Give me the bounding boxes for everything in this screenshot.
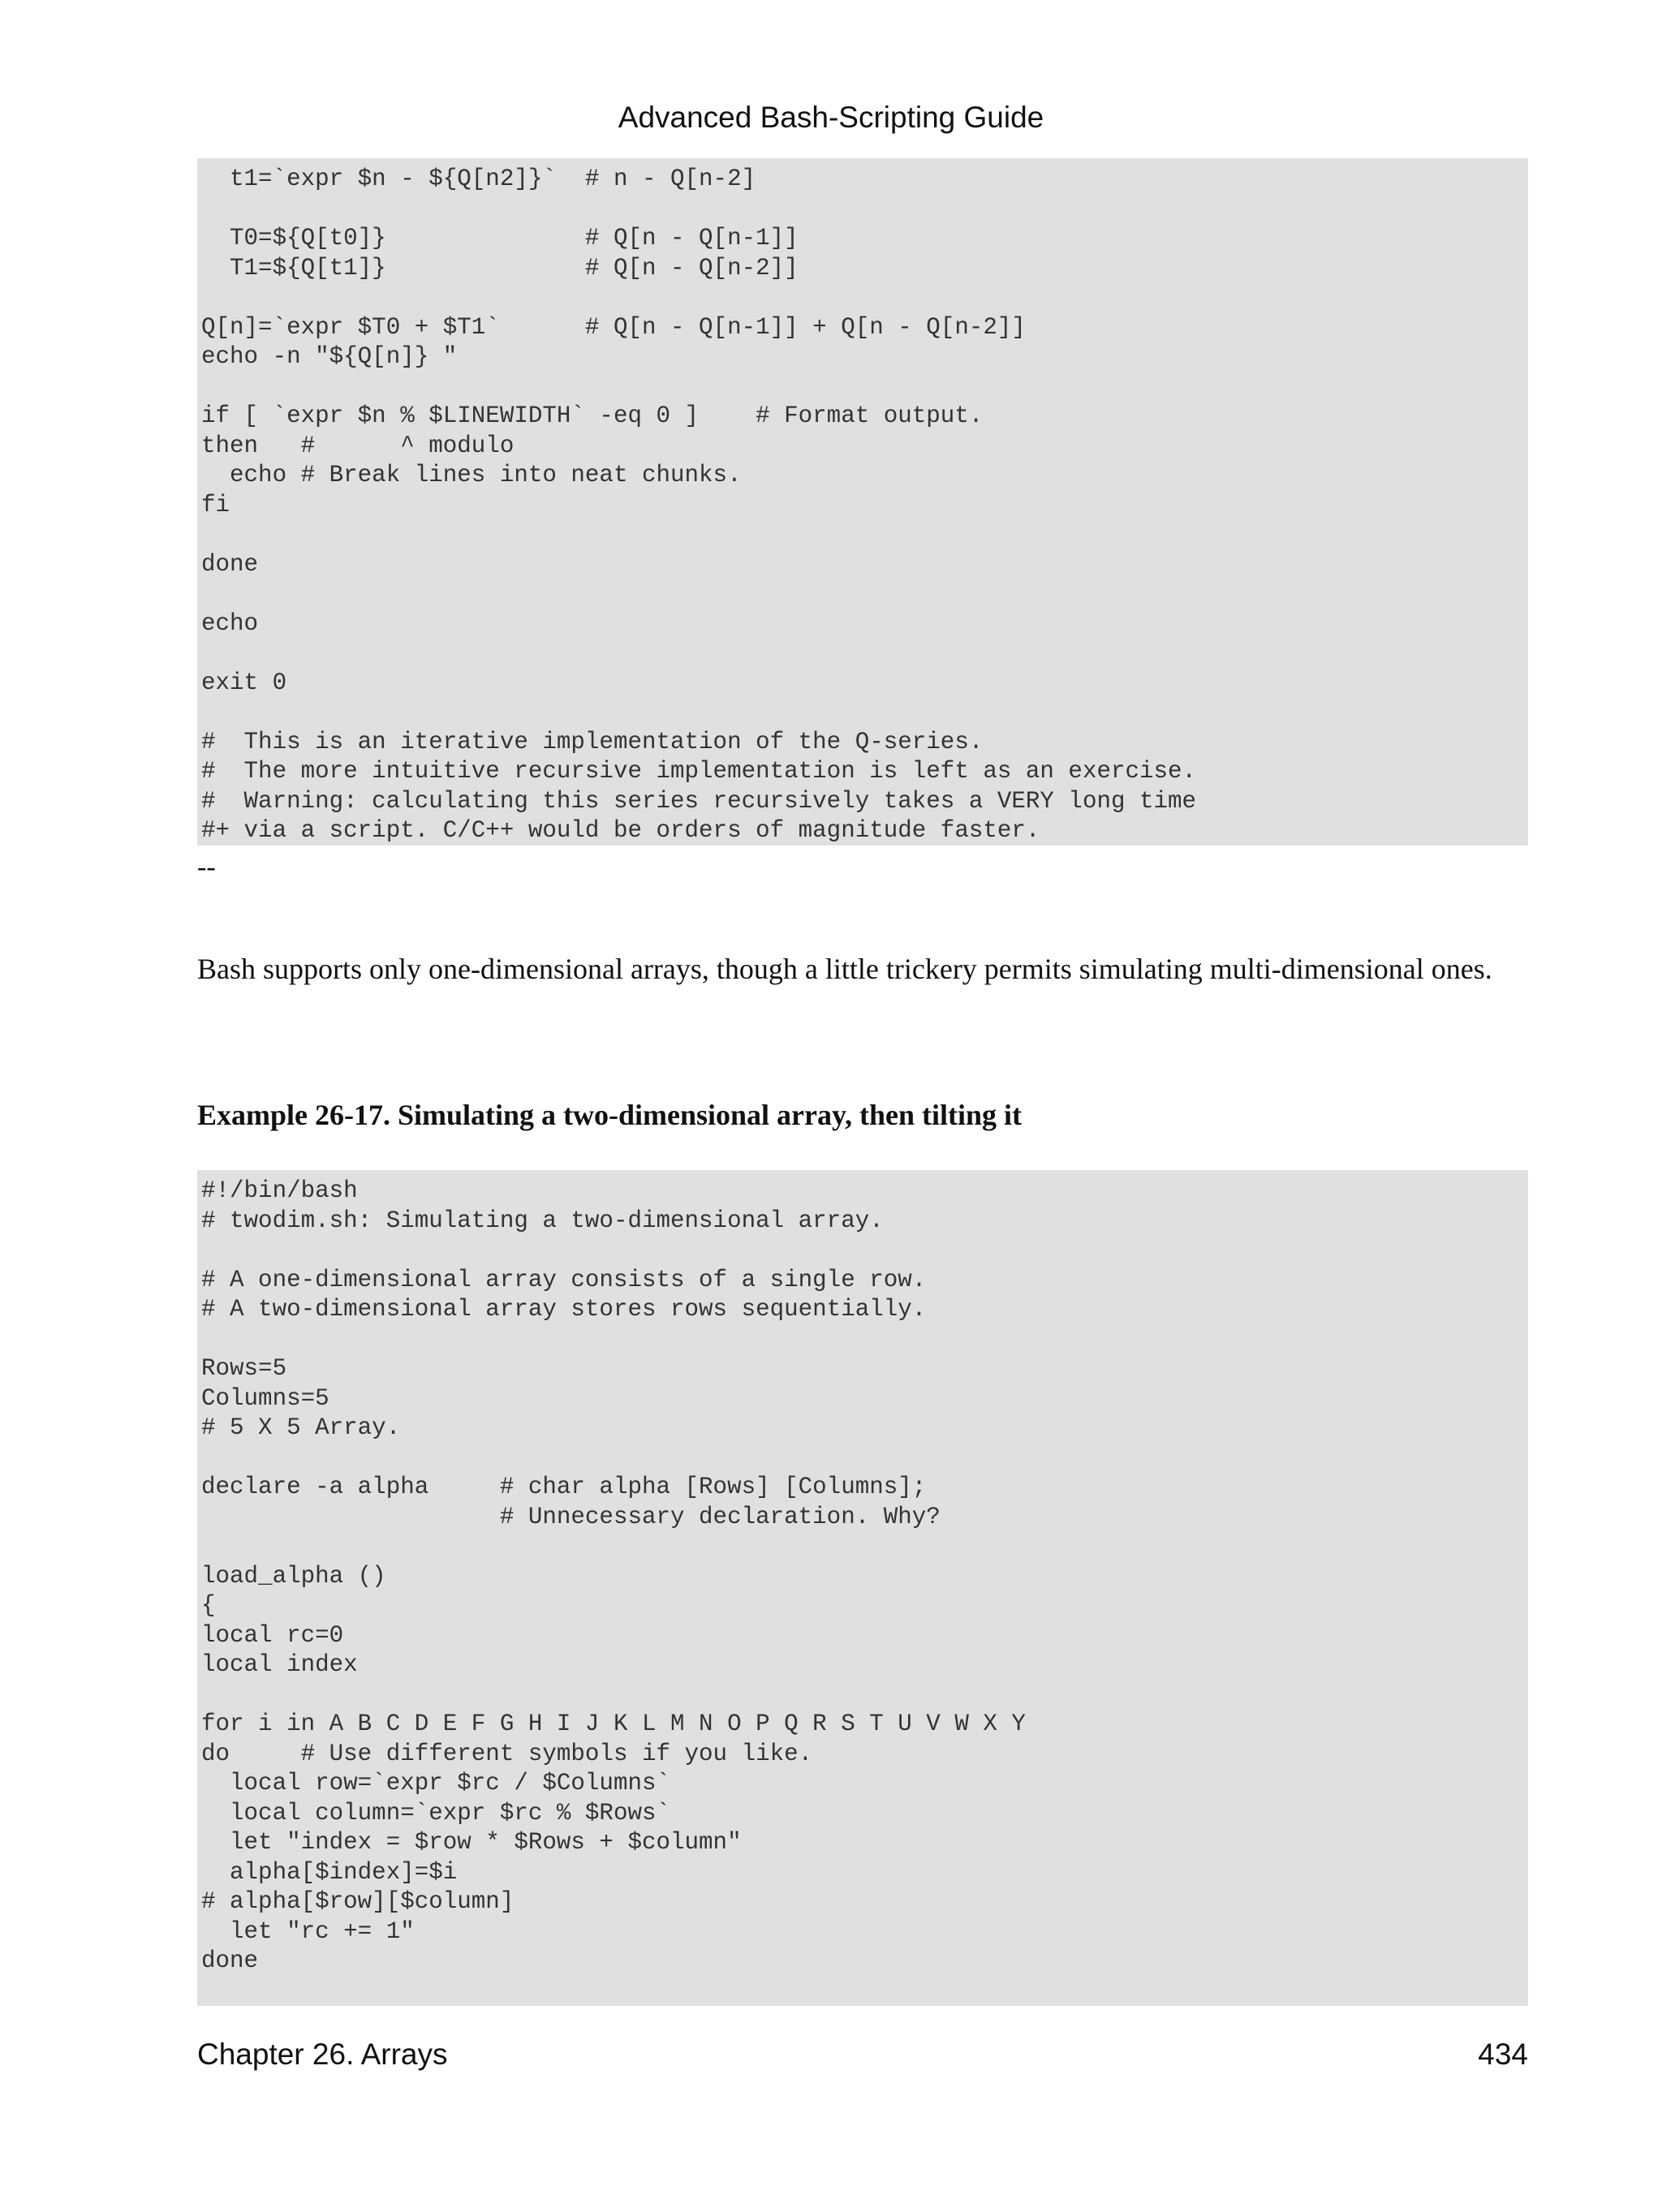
code-listing-q-series: t1=`expr $n - ${Q[n2]}` # n - Q[n-2] T0=${Q[t0]} # Q[n - Q[n-1]] T1=${Q[t1]} # Q[n - Q[n-2]] Q[n]=`expr $T0 + $T1` # Q[n - Q[n-1]] + Q[n - Q[n-2]] echo -n "${Q[n]} " if [ `expr $n % $LINEWIDTH` -eq 0 ] # Format output. then # ^ modulo echo # Break lines into neat chunks. fi done echo exit 0 # This is an iterative implementation of the Q-series. # The more intuitive recursive implementation is left as an exercise. # Warning: calculating this series recursively takes a VERY long time #+ via a script. C/C++ would be orders of magnitude faster. [197,158,1528,846]
page-header: Advanced Bash-Scripting Guide [618,101,1044,134]
code-listing-twodim: #!/bin/bash # twodim.sh: Simulating a two-dimensional array. # A one-dimensional array consists of a single row. # A two-dimensional array stores rows sequentially. Rows=5 Columns=5 # 5 X 5 Array. declare -a alpha # char alpha [Rows] [Columns]; # Unnecessary declaration. Why? load_alpha () { local rc=0 local index for i in A B C D E F G H I J K L M N O P Q R S T U V W X Y do # Use different symbols if you like. local row=`expr $rc / $Columns` local column=`expr $rc % $Rows` let "index = $row * $Rows + $column" alpha[$index]=$i # alpha[$row][$column] let "rc += 1" done [197,1170,1528,2006]
footer-chapter-title: Chapter 26. Arrays [197,2038,448,2071]
body-paragraph: Bash supports only one-dimensional arrays, though a little trickery permits simulating multi-dimensional ones. [197,953,1492,985]
separator-dashes: -- [197,852,216,882]
footer-page-number: 434 [1478,2038,1528,2071]
example-title: Example 26-17. Simulating a two-dimensional array, then tilting it [197,1099,1023,1131]
